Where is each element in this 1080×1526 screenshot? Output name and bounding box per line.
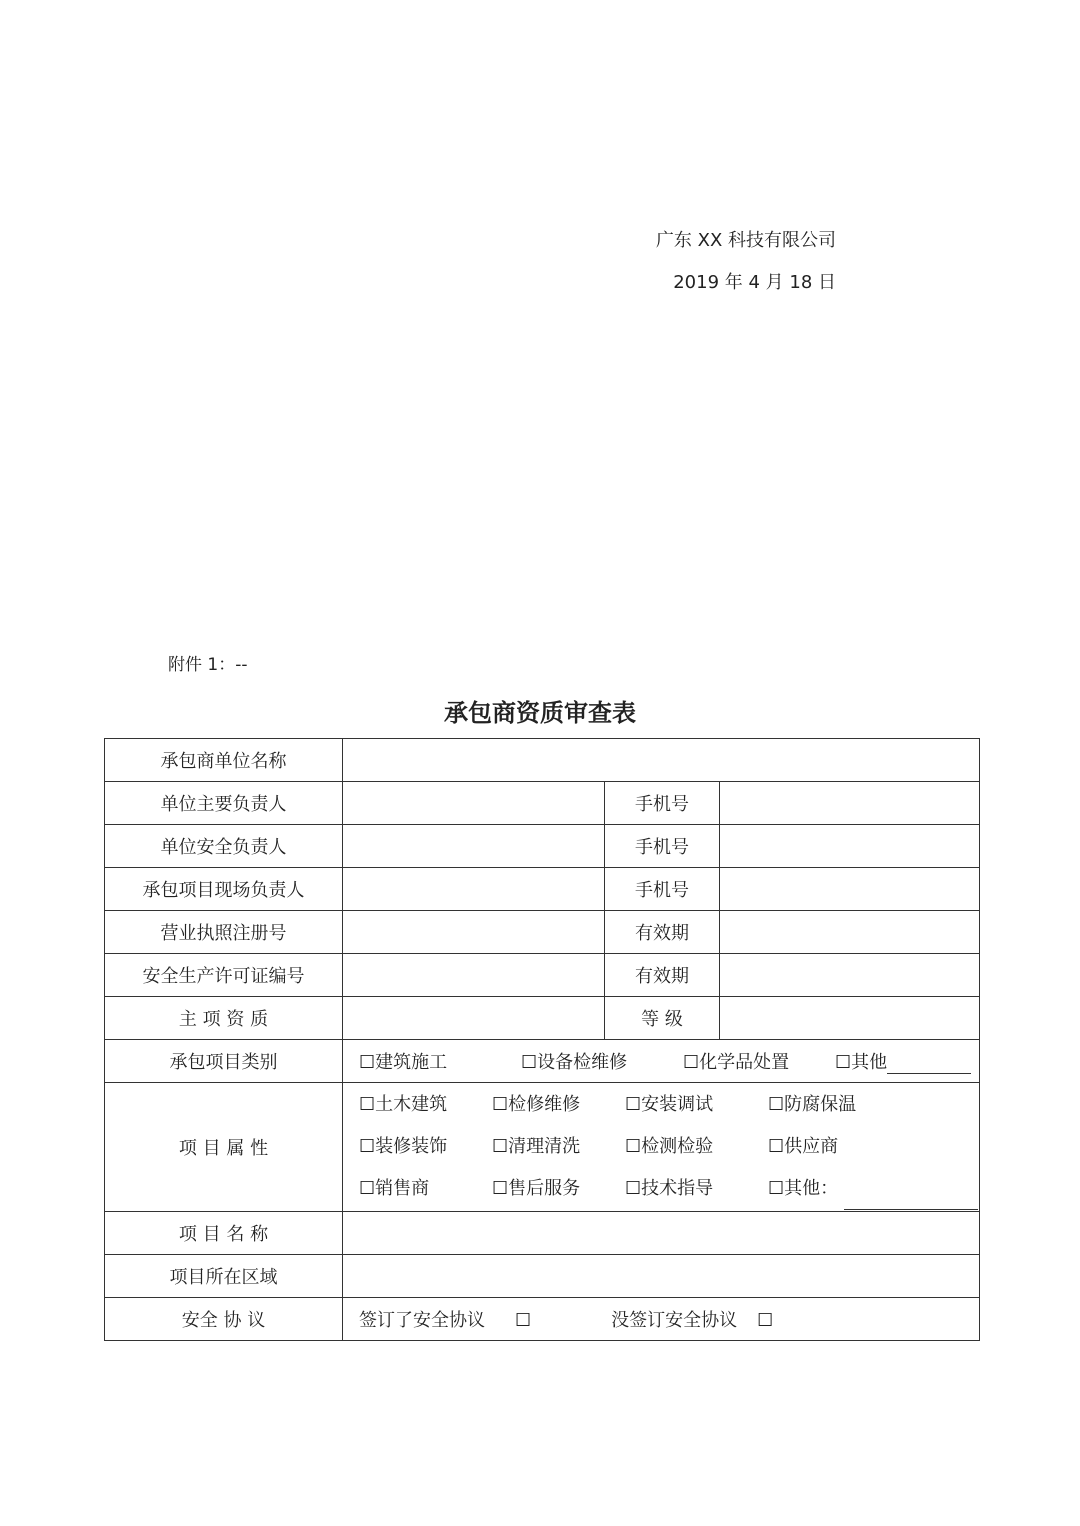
input-license-validity[interactable] [720, 911, 980, 954]
row-qualification [105, 997, 980, 1040]
category-checkbox-equipment-maintenance[interactable]: ☐设备检维修 [521, 1052, 628, 1073]
attr-checkbox-supplier[interactable]: ☐供应商 [768, 1136, 839, 1157]
row-attributes [105, 1083, 980, 1212]
row-license [105, 911, 980, 954]
input-unit-name[interactable] [343, 739, 980, 782]
label-mobile: 手机号 [605, 782, 720, 825]
label-mobile: 手机号 [605, 868, 720, 911]
label-attribute: 项 目 属 性 [105, 1083, 343, 1212]
safety-agreement-options [343, 1298, 980, 1341]
row-project-area [105, 1255, 980, 1298]
input-mobile-main[interactable] [720, 782, 980, 825]
attr-checkbox-anticorrosion[interactable]: ☐防腐保温 [768, 1094, 857, 1115]
attr-checkbox-civil[interactable]: ☐土木建筑 [359, 1094, 448, 1115]
attr-other-blank[interactable] [844, 1191, 978, 1210]
label-site-responsible: 承包项目现场负责人 [105, 868, 343, 911]
attr-checkbox-other[interactable]: ☐其他： [768, 1178, 839, 1199]
label-license-no: 营业执照注册号 [105, 911, 343, 954]
input-site-responsible[interactable] [343, 868, 605, 911]
label-safety-responsible: 单位安全负责人 [105, 825, 343, 868]
attachment-label: 附件 1：-- [168, 655, 248, 675]
input-safety-permit-no[interactable] [343, 954, 605, 997]
row-safety-permit [105, 954, 980, 997]
category-checkbox-construction[interactable]: ☐建筑施工 [359, 1052, 448, 1073]
label-mobile: 手机号 [605, 825, 720, 868]
attribute-options [343, 1083, 980, 1212]
category-other-blank[interactable] [887, 1055, 971, 1074]
row-unit-name [105, 739, 980, 782]
attr-checkbox-installation[interactable]: ☐安装调试 [625, 1094, 714, 1115]
input-main-responsible[interactable] [343, 782, 605, 825]
label-validity: 有效期 [605, 954, 720, 997]
label-safety-agreement: 安全 协 议 [105, 1298, 343, 1341]
input-license-no[interactable] [343, 911, 605, 954]
document-date: 2019 年 4 月 18 日 [673, 272, 836, 293]
attr-checkbox-inspection[interactable]: ☐检测检验 [625, 1136, 714, 1157]
not-signed-checkbox[interactable]: ☐ [757, 1310, 774, 1331]
input-permit-validity[interactable] [720, 954, 980, 997]
label-main-responsible: 单位主要负责人 [105, 782, 343, 825]
row-category [105, 1040, 980, 1083]
attr-checkbox-cleaning[interactable]: ☐清理清洗 [492, 1136, 581, 1157]
label-validity: 有效期 [605, 911, 720, 954]
input-safety-responsible[interactable] [343, 825, 605, 868]
form-title: 承包商资质审查表 [444, 699, 636, 727]
row-site-responsible [105, 868, 980, 911]
row-main-responsible [105, 782, 980, 825]
row-safety-responsible [105, 825, 980, 868]
attr-checkbox-tech-guidance[interactable]: ☐技术指导 [625, 1178, 714, 1199]
attr-checkbox-seller[interactable]: ☐销售商 [359, 1178, 430, 1199]
attr-other-group [768, 1168, 979, 1210]
company-name: 广东 XX 科技有限公司 [655, 230, 836, 251]
attr-checkbox-decoration[interactable]: ☐装修装饰 [359, 1136, 448, 1157]
input-mobile-safety[interactable] [720, 825, 980, 868]
label-category: 承包项目类别 [105, 1040, 343, 1083]
label-project-name: 项 目 名 称 [105, 1212, 343, 1255]
label-grade: 等 级 [605, 997, 720, 1040]
label-project-area: 项目所在区域 [105, 1255, 343, 1298]
row-safety-agreement [105, 1298, 980, 1341]
not-signed-label: 没签订安全协议 [611, 1310, 738, 1331]
row-project-name [105, 1212, 980, 1255]
qualification-form [104, 738, 980, 1341]
label-unit-name: 承包商单位名称 [105, 739, 343, 782]
label-safety-permit-no: 安全生产许可证编号 [105, 954, 343, 997]
attr-checkbox-repair[interactable]: ☐检修维修 [492, 1094, 581, 1115]
input-grade[interactable] [720, 997, 980, 1040]
category-checkbox-other[interactable]: ☐其他 [835, 1052, 888, 1073]
label-main-qualification: 主 项 资 质 [105, 997, 343, 1040]
attr-checkbox-after-sales[interactable]: ☐售后服务 [492, 1178, 581, 1199]
input-project-name[interactable] [343, 1212, 980, 1255]
signed-label: 签订了安全协议 [359, 1310, 485, 1331]
input-mobile-site[interactable] [720, 868, 980, 911]
category-checkbox-chemical-disposal[interactable]: ☐化学品处置 [683, 1052, 790, 1073]
input-main-qualification[interactable] [343, 997, 605, 1040]
signed-checkbox[interactable]: ☐ [515, 1310, 532, 1331]
category-options [343, 1040, 980, 1083]
input-project-area[interactable] [343, 1255, 980, 1298]
